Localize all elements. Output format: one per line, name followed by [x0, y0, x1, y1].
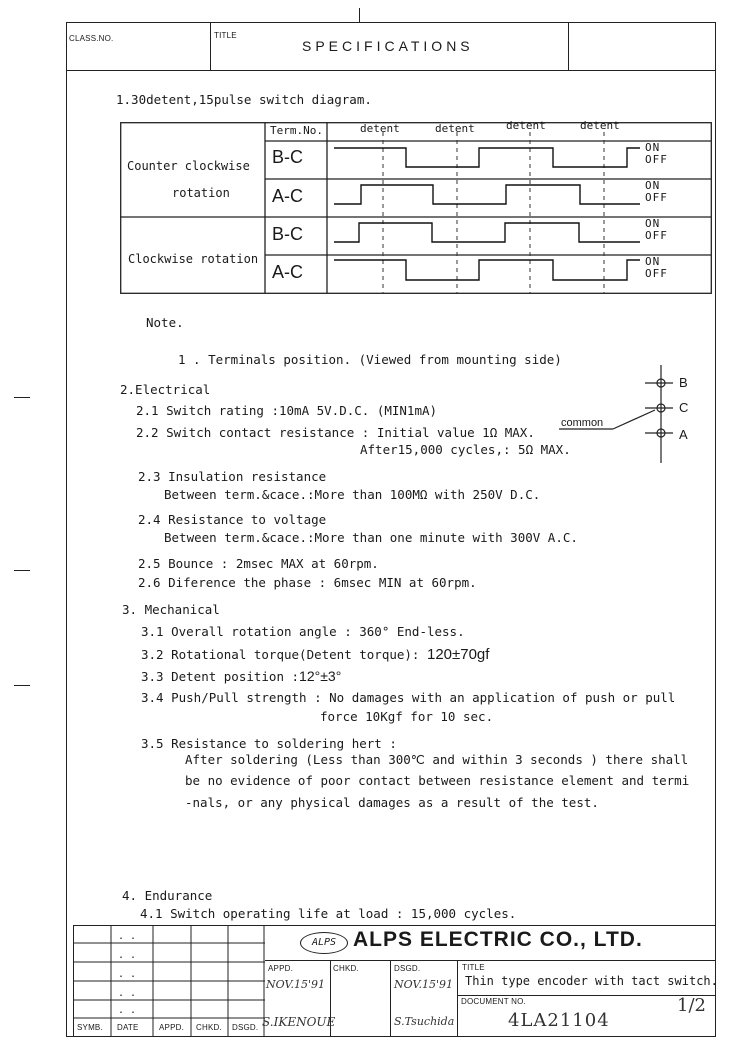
spec-3-5-line2: be no evidence of poor contact between resistance element and termi — [185, 773, 690, 788]
appd-signature: S.IKENOUE — [262, 1015, 336, 1029]
electrical-heading: 2.Electrical — [120, 382, 211, 397]
spec-2-3-line2: Between term.&cace.:More than 100MΩ with 250V D.C. — [164, 487, 541, 502]
header-sep-2 — [568, 22, 569, 70]
terminal-b: B — [679, 375, 688, 390]
dsgd-date: NOV.15'91 — [394, 978, 453, 991]
spec-2-4-line2: Between term.&cace.:More than one minute with 300V A.C. — [164, 530, 578, 545]
appd-date: NOV.15'91 — [266, 978, 325, 991]
endurance-heading: 4. Endurance — [122, 888, 213, 903]
ccw-label-line1: Counter clockwise — [127, 159, 250, 173]
detent-label-1: detent — [360, 122, 400, 135]
common-label: common — [561, 417, 604, 429]
top-tick — [359, 8, 360, 22]
on-off-1: ON OFF — [645, 141, 668, 166]
spec-2-4: 2.4 Resistance to voltage — [138, 512, 327, 527]
on-off-2: ON OFF — [645, 179, 668, 204]
rev-dots-4: . . — [118, 988, 137, 999]
term-cw-ac: A-C — [272, 262, 303, 282]
terminal-a: A — [679, 427, 688, 442]
waveform-diagram — [120, 122, 712, 294]
term-cw-bc: B-C — [272, 224, 303, 244]
spec-3-1: 3.1 Overall rotation angle : 360° End-less. — [141, 624, 465, 639]
spec-3-4: 3.4 Push/Pull strength : No damages with an application of push or pull — [141, 690, 676, 705]
spec-2-1: 2.1 Switch rating :10mA 5V.D.C. (MIN1mA) — [136, 403, 438, 418]
spec-3-4-line2: force 10Kgf for 10 sec. — [320, 709, 494, 724]
margin-tick-3 — [14, 685, 30, 686]
title-block-value: Thin type encoder with tact switch. — [465, 974, 718, 988]
spec-4-1: 4.1 Switch operating life at load : 15,000 cycles. — [140, 906, 517, 921]
col-appd: APPD. — [159, 1023, 185, 1032]
mechanical-heading: 3. Mechanical — [122, 602, 220, 617]
spec-3-5-line3: -nals, or any physical damages as a result of the test. — [185, 795, 599, 810]
spec-2-2: 2.2 Switch contact resistance : Initial value 1Ω MAX. — [136, 425, 535, 440]
col-date: DATE — [117, 1023, 139, 1032]
page-number: 1/2 — [677, 995, 706, 1016]
page-title: SPECIFICATIONS — [302, 38, 474, 54]
header-divider — [66, 70, 716, 71]
note-heading: Note. — [146, 315, 184, 330]
switch-diagram-table — [120, 119, 712, 294]
margin-tick-2 — [14, 570, 30, 571]
on-off-3: ON OFF — [645, 217, 668, 242]
doc-no-value: 4LA21104 — [508, 1010, 610, 1031]
doc-no-label: DOCUMENT NO. — [461, 997, 526, 1006]
term-ccw-ac: A-C — [272, 186, 303, 206]
spec-2-2-line2: After15,000 cycles,: 5Ω MAX. — [360, 442, 571, 457]
cw-label: Clockwise rotation — [128, 252, 259, 266]
col-dsgd: DSGD. — [232, 1023, 259, 1032]
rev-dots-5: . . — [118, 1005, 137, 1016]
dsgd-sep — [457, 960, 458, 1037]
col-chkd: CHKD. — [196, 1023, 222, 1032]
chkd-label: CHKD. — [333, 964, 359, 973]
terminal-c: C — [679, 400, 689, 415]
spec-3-5-line1: After soldering (Less than 300℃ and within 3 seconds ) there shall — [185, 752, 689, 767]
rev-dots-3: . . — [118, 969, 137, 980]
spec-2-6: 2.6 Diference the phase : 6msec MIN at 60rpm. — [138, 575, 477, 590]
appd-label: APPD. — [268, 964, 294, 973]
detent-label-2: detent — [435, 122, 475, 135]
company-name: ALPS ELECTRIC CO., LTD. — [353, 928, 643, 951]
col-symb: SYMB. — [77, 1023, 103, 1032]
spec-2-3: 2.3 Insulation resistance — [138, 469, 327, 484]
section1-heading: 1.30detent,15pulse switch diagram. — [116, 92, 372, 107]
spec-3-5: 3.5 Resistance to soldering hert : — [141, 736, 397, 751]
chkd-sep — [390, 960, 391, 1037]
terminal-position-diagram — [555, 365, 695, 465]
class-no-label: CLASS.NO. — [69, 34, 114, 43]
dsgd-signature: S.Tsuchida — [394, 1015, 455, 1028]
rev-dots-2: . . — [118, 950, 137, 961]
spec-3-2: 3.2 Rotational torque(Detent torque): 120±70gf — [141, 646, 490, 663]
revision-grid — [73, 925, 265, 1037]
note-terminals: 1 . Terminals position. (Viewed from mounting side) — [178, 352, 562, 367]
alps-logo: ALPS — [300, 932, 348, 954]
ccw-label-line2: rotation — [172, 186, 230, 200]
header-sep-1 — [210, 22, 211, 70]
company-divider — [265, 960, 716, 961]
on-off-4: ON OFF — [645, 255, 668, 280]
dsgd-label: DSGD. — [394, 964, 421, 973]
rev-dots-1: . . — [118, 931, 137, 942]
detent-label-3: detent — [506, 119, 546, 132]
title-block-label: TITLE — [462, 963, 485, 972]
margin-tick-1 — [14, 397, 30, 398]
spec-2-5: 2.5 Bounce : 2msec MAX at 60rpm. — [138, 556, 379, 571]
spec-3-3: 3.3 Detent position :12°±3° — [141, 668, 342, 684]
term-ccw-bc: B-C — [272, 147, 303, 167]
detent-label-4: detent — [580, 119, 620, 132]
term-no-header: Term.No. — [270, 124, 323, 137]
title-label: TITLE — [214, 31, 237, 40]
